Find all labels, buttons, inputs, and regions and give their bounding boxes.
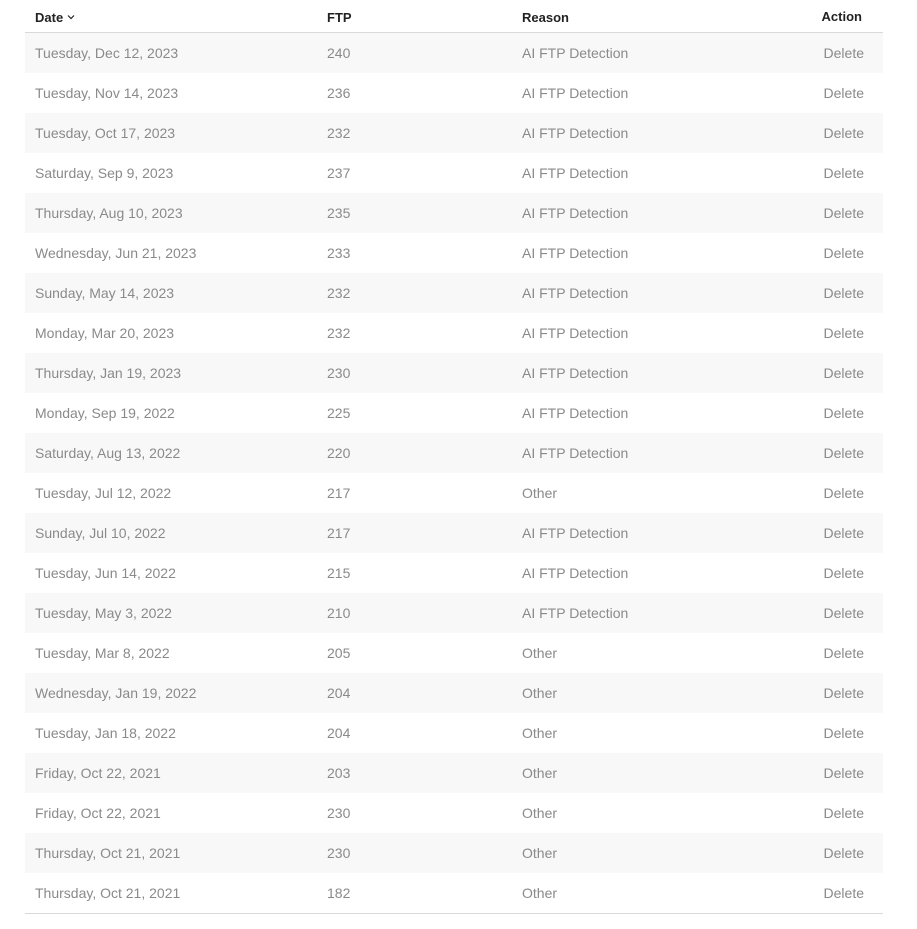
delete-button[interactable]: Delete <box>823 45 864 61</box>
row-reason: AI FTP Detection <box>522 45 629 61</box>
date-header-label: Date <box>35 9 64 25</box>
row-ftp-value: 215 <box>327 565 351 581</box>
row-date: Friday, Oct 22, 2021 <box>35 805 161 821</box>
row-action-cell <box>763 45 883 61</box>
row-ftp-value: 240 <box>327 45 351 61</box>
row-action-cell <box>763 645 883 661</box>
delete-button[interactable]: Delete <box>823 605 864 621</box>
row-ftp-value: 203 <box>327 765 351 781</box>
table-row <box>25 193 883 233</box>
row-action-cell <box>763 725 883 741</box>
row-reason: Other <box>522 685 558 701</box>
row-date: Tuesday, Oct 17, 2023 <box>35 125 176 141</box>
row-reason: AI FTP Detection <box>522 445 629 461</box>
table-row <box>25 833 883 873</box>
row-action-cell <box>763 565 883 581</box>
row-action-cell <box>763 445 883 461</box>
row-date: Thursday, Aug 10, 2023 <box>35 205 183 221</box>
delete-button[interactable]: Delete <box>823 365 864 381</box>
row-date: Tuesday, Jun 14, 2022 <box>35 565 176 581</box>
row-action-cell <box>763 245 883 261</box>
row-ftp-value: 217 <box>327 525 351 541</box>
delete-button[interactable]: Delete <box>823 165 864 181</box>
delete-button[interactable]: Delete <box>823 685 864 701</box>
date-column-header <box>25 8 317 25</box>
delete-button[interactable]: Delete <box>823 565 864 581</box>
ftp-history-table <box>25 0 883 914</box>
row-ftp-value: 205 <box>327 645 351 661</box>
row-reason: Other <box>522 845 558 861</box>
row-ftp-value: 225 <box>327 405 351 421</box>
row-reason: AI FTP Detection <box>522 405 629 421</box>
delete-button[interactable]: Delete <box>823 325 864 341</box>
row-ftp-value: 237 <box>327 165 351 181</box>
row-reason: Other <box>522 645 558 661</box>
table-row <box>25 513 883 553</box>
row-ftp-value: 232 <box>327 285 351 301</box>
row-ftp-value: 204 <box>327 725 351 741</box>
row-action-cell <box>763 85 883 101</box>
row-reason: AI FTP Detection <box>522 205 629 221</box>
row-action-cell <box>763 325 883 341</box>
row-reason: AI FTP Detection <box>522 285 629 301</box>
row-action-cell <box>763 165 883 181</box>
delete-button[interactable]: Delete <box>823 405 864 421</box>
row-action-cell <box>763 605 883 621</box>
row-action-cell <box>763 285 883 301</box>
chevron-down-icon <box>67 13 75 21</box>
row-date: Tuesday, Nov 14, 2023 <box>35 85 179 101</box>
row-date: Thursday, Oct 21, 2021 <box>35 885 181 901</box>
delete-button[interactable]: Delete <box>823 765 864 781</box>
delete-button[interactable]: Delete <box>823 885 864 901</box>
row-reason: AI FTP Detection <box>522 325 629 341</box>
row-date: Monday, Sep 19, 2022 <box>35 405 175 421</box>
table-row <box>25 473 883 513</box>
row-ftp-value: 236 <box>327 85 351 101</box>
table-row <box>25 713 883 753</box>
row-reason: AI FTP Detection <box>522 85 629 101</box>
row-action-cell <box>763 405 883 421</box>
row-reason: AI FTP Detection <box>522 125 629 141</box>
delete-button[interactable]: Delete <box>823 845 864 861</box>
row-reason: Other <box>522 885 558 901</box>
table-row <box>25 393 883 433</box>
row-ftp-value: 233 <box>327 245 351 261</box>
row-ftp-value: 217 <box>327 485 351 501</box>
row-reason: AI FTP Detection <box>522 165 629 181</box>
row-date: Tuesday, Jan 18, 2022 <box>35 725 176 741</box>
row-date: Wednesday, Jun 21, 2023 <box>35 245 197 261</box>
delete-button[interactable]: Delete <box>823 285 864 301</box>
row-date: Tuesday, May 3, 2022 <box>35 605 172 621</box>
row-action-cell <box>763 805 883 821</box>
row-reason: Other <box>522 725 558 741</box>
row-date: Thursday, Jan 19, 2023 <box>35 365 182 381</box>
table-row <box>25 593 883 633</box>
row-reason: Other <box>522 765 558 781</box>
row-action-cell <box>763 885 883 901</box>
row-action-cell <box>763 845 883 861</box>
table-row <box>25 793 883 833</box>
row-ftp-value: 230 <box>327 845 351 861</box>
row-date: Tuesday, Dec 12, 2023 <box>35 45 179 61</box>
row-date: Wednesday, Jan 19, 2022 <box>35 685 197 701</box>
delete-button[interactable]: Delete <box>823 525 864 541</box>
delete-button[interactable]: Delete <box>823 485 864 501</box>
row-ftp-value: 235 <box>327 205 351 221</box>
row-action-cell <box>763 765 883 781</box>
date-sort-button[interactable] <box>35 10 75 25</box>
table-body <box>25 33 883 913</box>
row-reason: AI FTP Detection <box>522 365 629 381</box>
row-reason: Other <box>522 485 558 501</box>
row-reason: AI FTP Detection <box>522 605 629 621</box>
table-row <box>25 33 883 73</box>
delete-button[interactable]: Delete <box>823 245 864 261</box>
row-reason: AI FTP Detection <box>522 565 629 581</box>
table-row <box>25 153 883 193</box>
row-ftp-value: 182 <box>327 885 351 901</box>
table-row <box>25 273 883 313</box>
table-row <box>25 233 883 273</box>
table-row <box>25 873 883 913</box>
table-row <box>25 753 883 793</box>
row-date: Monday, Mar 20, 2023 <box>35 325 175 341</box>
ftp-column-header: FTP <box>327 9 352 25</box>
row-ftp-value: 230 <box>327 805 351 821</box>
row-date: Friday, Oct 22, 2021 <box>35 765 161 781</box>
row-ftp-value: 204 <box>327 685 351 701</box>
row-date: Tuesday, Mar 8, 2022 <box>35 645 170 661</box>
row-reason: AI FTP Detection <box>522 525 629 541</box>
row-reason: AI FTP Detection <box>522 245 629 261</box>
delete-button[interactable]: Delete <box>823 205 864 221</box>
row-action-cell <box>763 205 883 221</box>
table-row <box>25 73 883 113</box>
row-ftp-value: 230 <box>327 365 351 381</box>
row-date: Sunday, May 14, 2023 <box>35 285 175 301</box>
delete-button[interactable]: Delete <box>823 445 864 461</box>
table-row <box>25 113 883 153</box>
table-row <box>25 353 883 393</box>
row-date: Tuesday, Jul 12, 2022 <box>35 485 172 501</box>
row-action-cell <box>763 125 883 141</box>
table-row <box>25 633 883 673</box>
delete-button[interactable]: Delete <box>823 125 864 141</box>
table-row <box>25 433 883 473</box>
table-header <box>25 0 883 33</box>
row-action-cell <box>763 685 883 701</box>
row-date: Saturday, Aug 13, 2022 <box>35 445 181 461</box>
delete-button[interactable]: Delete <box>823 645 864 661</box>
delete-button[interactable]: Delete <box>823 805 864 821</box>
row-date: Thursday, Oct 21, 2021 <box>35 845 181 861</box>
row-date: Saturday, Sep 9, 2023 <box>35 165 174 181</box>
row-ftp-value: 220 <box>327 445 351 461</box>
row-action-cell <box>763 485 883 501</box>
row-ftp-value: 232 <box>327 325 351 341</box>
row-date: Sunday, Jul 10, 2022 <box>35 525 166 541</box>
row-ftp-value: 232 <box>327 125 351 141</box>
table-row <box>25 673 883 713</box>
row-reason: Other <box>522 805 558 821</box>
delete-button[interactable]: Delete <box>823 85 864 101</box>
table-bottom-divider <box>25 913 883 914</box>
delete-button[interactable]: Delete <box>823 725 864 741</box>
table-row <box>25 553 883 593</box>
row-action-cell <box>763 365 883 381</box>
row-ftp-value: 210 <box>327 605 351 621</box>
action-column-header: Action <box>821 8 862 24</box>
reason-column-header: Reason <box>522 9 569 25</box>
row-action-cell <box>763 525 883 541</box>
table-row <box>25 313 883 353</box>
